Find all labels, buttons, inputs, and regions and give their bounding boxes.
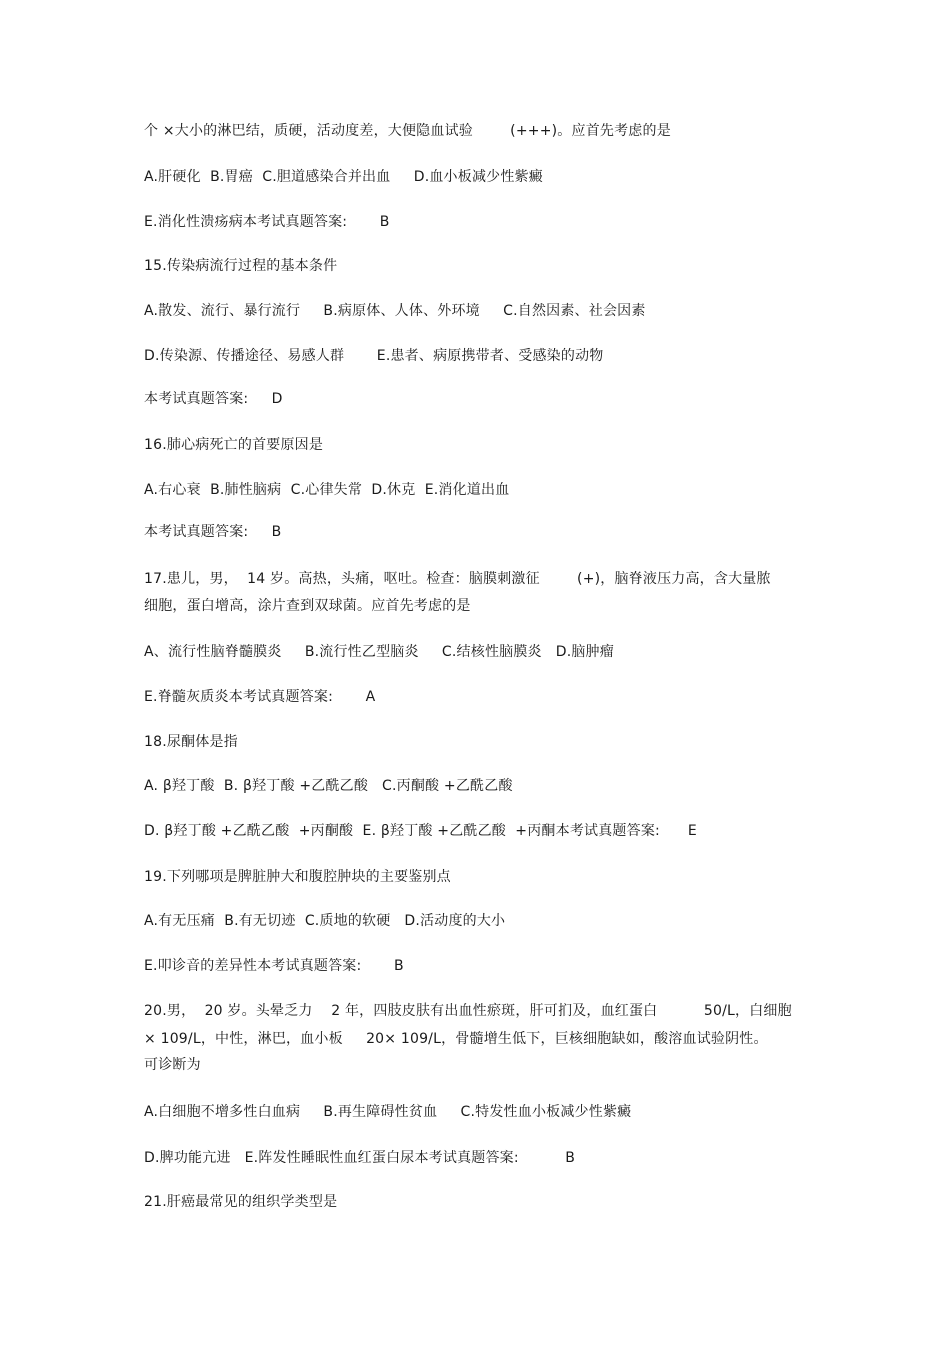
text-line: A.肝硬化 B.胃癌 C.胆道感染合并出血 D.血小板减少性紫癜 bbox=[144, 169, 543, 185]
text-line: E.叩诊音的差异性本考试真题答案: B bbox=[144, 958, 404, 974]
text-line: E.消化性溃疡病本考试真题答案: B bbox=[144, 214, 390, 230]
text-line: 细胞，蛋白增高，涂片查到双球菌。应首先考虑的是 bbox=[144, 598, 471, 614]
text-line: 本考试真题答案: B bbox=[144, 524, 282, 540]
text-line: D.传染源、传播途径、易感人群 E.患者、病原携带者、受感染的动物 bbox=[144, 348, 604, 364]
text-line: 个 ×大小的淋巴结，质硬，活动度差，大便隐血试验 (+++)。应首先考虑的是 bbox=[144, 123, 671, 139]
text-line: 本考试真题答案: D bbox=[144, 391, 283, 407]
text-line: A、流行性脑脊髓膜炎 B.流行性乙型脑炎 C.结核性脑膜炎 D.脑肿瘤 bbox=[144, 644, 614, 660]
text-line: 18.尿酮体是指 bbox=[144, 734, 238, 750]
text-line: 15.传染病流行过程的基本条件 bbox=[144, 258, 338, 274]
text-line: A. β羟丁酸 B. β羟丁酸 +乙酰乙酸 C.丙酮酸 +乙酰乙酸 bbox=[144, 778, 513, 794]
text-line: D. β羟丁酸 +乙酰乙酸 +丙酮酸 E. β羟丁酸 +乙酰乙酸 +丙酮本考试真题答案: E bbox=[144, 823, 697, 839]
text-line: A.有无压痛 B.有无切迹 C.质地的软硬 D.活动度的大小 bbox=[144, 913, 506, 929]
text-line: 可诊断为 bbox=[144, 1057, 201, 1073]
text-line: A.白细胞不增多性白血病 B.再生障碍性贫血 C.特发性血小板减少性紫癜 bbox=[144, 1104, 632, 1120]
text-line: 17.患儿，男， 14 岁。高热，头痛，呕吐。检查：脑膜刺激征 (+)，脑脊液压力高，含大量脓 bbox=[144, 571, 771, 587]
text-line: 21.肝癌最常见的组织学类型是 bbox=[144, 1194, 338, 1210]
text-line: 16.肺心病死亡的首要原因是 bbox=[144, 437, 324, 453]
text-line: A.散发、流行、暴行流行 B.病原体、人体、外环境 C.自然因素、社会因素 bbox=[144, 303, 646, 319]
text-line: D.脾功能亢进 E.阵发性睡眠性血红蛋白尿本考试真题答案: B bbox=[144, 1150, 576, 1166]
text-line: × 109/L，中性，淋巴，血小板 20× 109/L，骨髓增生低下，巨核细胞缺如，酸溶血试验阴性。 bbox=[144, 1031, 768, 1047]
text-line: 19.下列哪项是脾脏肿大和腹腔肿块的主要鉴别点 bbox=[144, 869, 451, 885]
text-line: A.右心衰 B.肺性脑病 C.心律失常 D.休克 E.消化道出血 bbox=[144, 482, 510, 498]
text-line: E.脊髓灰质炎本考试真题答案: A bbox=[144, 689, 376, 705]
text-line: 20.男， 20 岁。头晕乏力 2 年，四肢皮肤有出血性瘀斑，肝可扪及，血红蛋白 50/L，白细胞 bbox=[144, 1003, 792, 1019]
